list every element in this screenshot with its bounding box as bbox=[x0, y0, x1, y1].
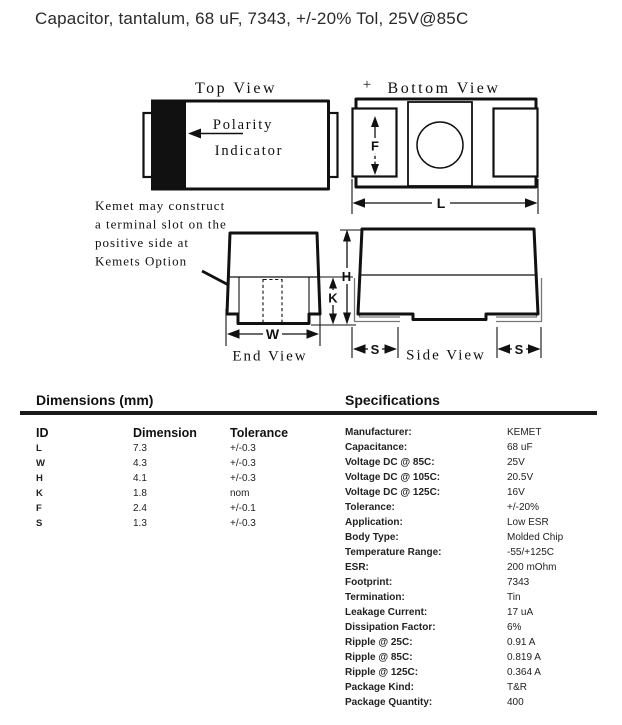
dimension-id: K bbox=[36, 488, 43, 499]
spec-value: 16V bbox=[507, 486, 525, 498]
dimensions-section-title: Dimensions (mm) bbox=[36, 392, 154, 408]
dimension-tolerance: +/-0.1 bbox=[230, 503, 256, 514]
end-view bbox=[226, 233, 320, 365]
spec-row bbox=[345, 485, 622, 500]
note-line1: Kemet may construct bbox=[95, 198, 226, 213]
dimension-row bbox=[36, 501, 310, 516]
spec-row bbox=[345, 620, 622, 635]
dimension-row bbox=[36, 486, 310, 501]
spec-label: Ripple @ 25C: bbox=[345, 636, 413, 648]
bottom-view bbox=[352, 77, 538, 214]
specifications-section-title: Specifications bbox=[345, 392, 440, 408]
spec-label: Voltage DC @ 105C: bbox=[345, 471, 441, 483]
polarity-band bbox=[151, 100, 186, 191]
dimension-value: 1.3 bbox=[133, 518, 147, 529]
top-view-label: Top View bbox=[194, 80, 278, 97]
spec-label: Ripple @ 125C: bbox=[345, 666, 419, 678]
end-view-label: End View bbox=[232, 348, 308, 365]
dimensions-header-dimension: Dimension bbox=[133, 425, 197, 440]
dim-f-label: F bbox=[371, 138, 379, 154]
spec-value: 200 mOhm bbox=[507, 561, 557, 573]
spec-label: Termination: bbox=[345, 591, 405, 603]
spec-row bbox=[345, 575, 622, 590]
spec-label: Ripple @ 85C: bbox=[345, 651, 413, 663]
end-view-body bbox=[227, 233, 320, 324]
spec-value: -55/+125C bbox=[507, 546, 554, 558]
dimension-value: 4.3 bbox=[133, 458, 147, 469]
spec-value: 6% bbox=[507, 621, 522, 633]
spec-value: 0.364 A bbox=[507, 666, 541, 678]
top-view bbox=[144, 80, 338, 191]
side-view bbox=[352, 229, 542, 364]
spec-row bbox=[345, 500, 622, 515]
dimensions-header-id: ID bbox=[36, 425, 49, 440]
dimension-id: H bbox=[36, 473, 43, 484]
spec-row bbox=[345, 590, 622, 605]
spec-row bbox=[345, 545, 622, 560]
spec-label: Package Kind: bbox=[345, 681, 414, 693]
spec-value: Molded Chip bbox=[507, 531, 564, 543]
polarity-label-line1: Polarity bbox=[212, 117, 274, 133]
dimensions-header-tolerance: Tolerance bbox=[230, 425, 289, 440]
dimension-value: 7.3 bbox=[133, 443, 147, 454]
dim-k-label: K bbox=[328, 290, 338, 306]
side-view-body bbox=[358, 229, 538, 320]
dim-w-label: W bbox=[265, 326, 280, 342]
dimension-row bbox=[36, 516, 310, 531]
plus-sign: + bbox=[362, 77, 372, 93]
spec-label: Footprint: bbox=[345, 576, 393, 588]
spec-value: KEMET bbox=[507, 426, 542, 438]
section-divider-rule bbox=[20, 411, 597, 415]
spec-value: Tin bbox=[507, 591, 521, 603]
spec-label: Leakage Current: bbox=[345, 606, 428, 618]
spec-row bbox=[345, 530, 622, 545]
dim-s-left-annotation bbox=[352, 327, 398, 358]
spec-value: 25V bbox=[507, 456, 525, 468]
dimension-id: F bbox=[36, 503, 42, 514]
dim-s-right-label: S bbox=[514, 342, 524, 357]
spec-label: Manufacturer: bbox=[345, 426, 412, 438]
spec-label: Capacitance: bbox=[345, 441, 408, 453]
polarity-label-line2: Indicator bbox=[214, 143, 284, 159]
dimension-tolerance: +/-0.3 bbox=[230, 443, 256, 454]
dim-s-left-label: S bbox=[370, 342, 380, 357]
note-line4: Kemets Option bbox=[95, 253, 188, 269]
spec-value: 0.819 A bbox=[507, 651, 541, 663]
dim-l-label: L bbox=[436, 195, 446, 211]
dim-h-label: H bbox=[341, 269, 352, 284]
dim-s-right-annotation bbox=[497, 327, 541, 358]
spec-row bbox=[345, 560, 622, 575]
dimension-tolerance: +/-0.3 bbox=[230, 518, 256, 529]
dimension-id: S bbox=[36, 518, 43, 529]
spec-value: 17 uA bbox=[507, 606, 534, 618]
spec-row bbox=[345, 455, 622, 470]
dimension-row bbox=[36, 441, 310, 456]
spec-row bbox=[345, 695, 622, 710]
dimensions-header-row bbox=[36, 424, 310, 441]
spec-row bbox=[345, 515, 622, 530]
bottom-view-right-pad bbox=[494, 109, 538, 177]
note-line2: a terminal slot on the bbox=[95, 216, 227, 232]
spec-value: 0.91 A bbox=[507, 636, 536, 648]
spec-label: Dissipation Factor: bbox=[345, 621, 436, 633]
spec-row bbox=[345, 650, 622, 665]
dimensions-table bbox=[36, 424, 310, 531]
bottom-view-circle bbox=[417, 122, 463, 168]
spec-row bbox=[345, 425, 622, 440]
dimension-tolerance: nom bbox=[230, 488, 250, 499]
component-drawing bbox=[0, 60, 622, 372]
spec-value: 68 uF bbox=[507, 441, 533, 453]
side-view-label: Side View bbox=[406, 347, 486, 364]
spec-label: Application: bbox=[345, 516, 403, 528]
spec-row bbox=[345, 635, 622, 650]
spec-value: 20.5V bbox=[507, 471, 534, 483]
spec-row bbox=[345, 470, 622, 485]
spec-label: Voltage DC @ 125C: bbox=[345, 486, 441, 498]
dimensions-rows bbox=[36, 441, 310, 531]
spec-value: T&R bbox=[507, 681, 527, 693]
spec-label: Package Quantity: bbox=[345, 696, 433, 708]
spec-label: ESR: bbox=[345, 561, 369, 573]
spec-row bbox=[345, 605, 622, 620]
dimension-id: W bbox=[36, 458, 45, 469]
dimension-row bbox=[36, 456, 310, 471]
spec-label: Body Type: bbox=[345, 531, 399, 543]
dimension-row bbox=[36, 471, 310, 486]
spec-value: 7343 bbox=[507, 576, 530, 588]
page-title: Capacitor, tantalum, 68 uF, 7343, +/-20% Tol, 25V@85C bbox=[35, 9, 469, 28]
dimension-value: 1.8 bbox=[133, 488, 147, 499]
dimension-id: L bbox=[36, 443, 42, 454]
spec-label: Voltage DC @ 85C: bbox=[345, 456, 435, 468]
spec-row bbox=[345, 665, 622, 680]
dimension-tolerance: +/-0.3 bbox=[230, 473, 256, 484]
spec-label: Tolerance: bbox=[345, 501, 395, 513]
spec-value: 400 bbox=[507, 696, 524, 708]
bottom-view-label: Bottom View bbox=[387, 80, 501, 97]
specifications-table bbox=[345, 425, 622, 710]
spec-value: +/-20% bbox=[507, 501, 539, 513]
note-line3: positive side at bbox=[95, 235, 189, 250]
spec-value: Low ESR bbox=[507, 516, 549, 528]
dimension-value: 2.4 bbox=[133, 503, 147, 514]
dimension-value: 4.1 bbox=[133, 473, 147, 484]
spec-row bbox=[345, 440, 622, 455]
spec-label: Temperature Range: bbox=[345, 546, 442, 558]
dimension-tolerance: +/-0.3 bbox=[230, 458, 256, 469]
spec-row bbox=[345, 680, 622, 695]
